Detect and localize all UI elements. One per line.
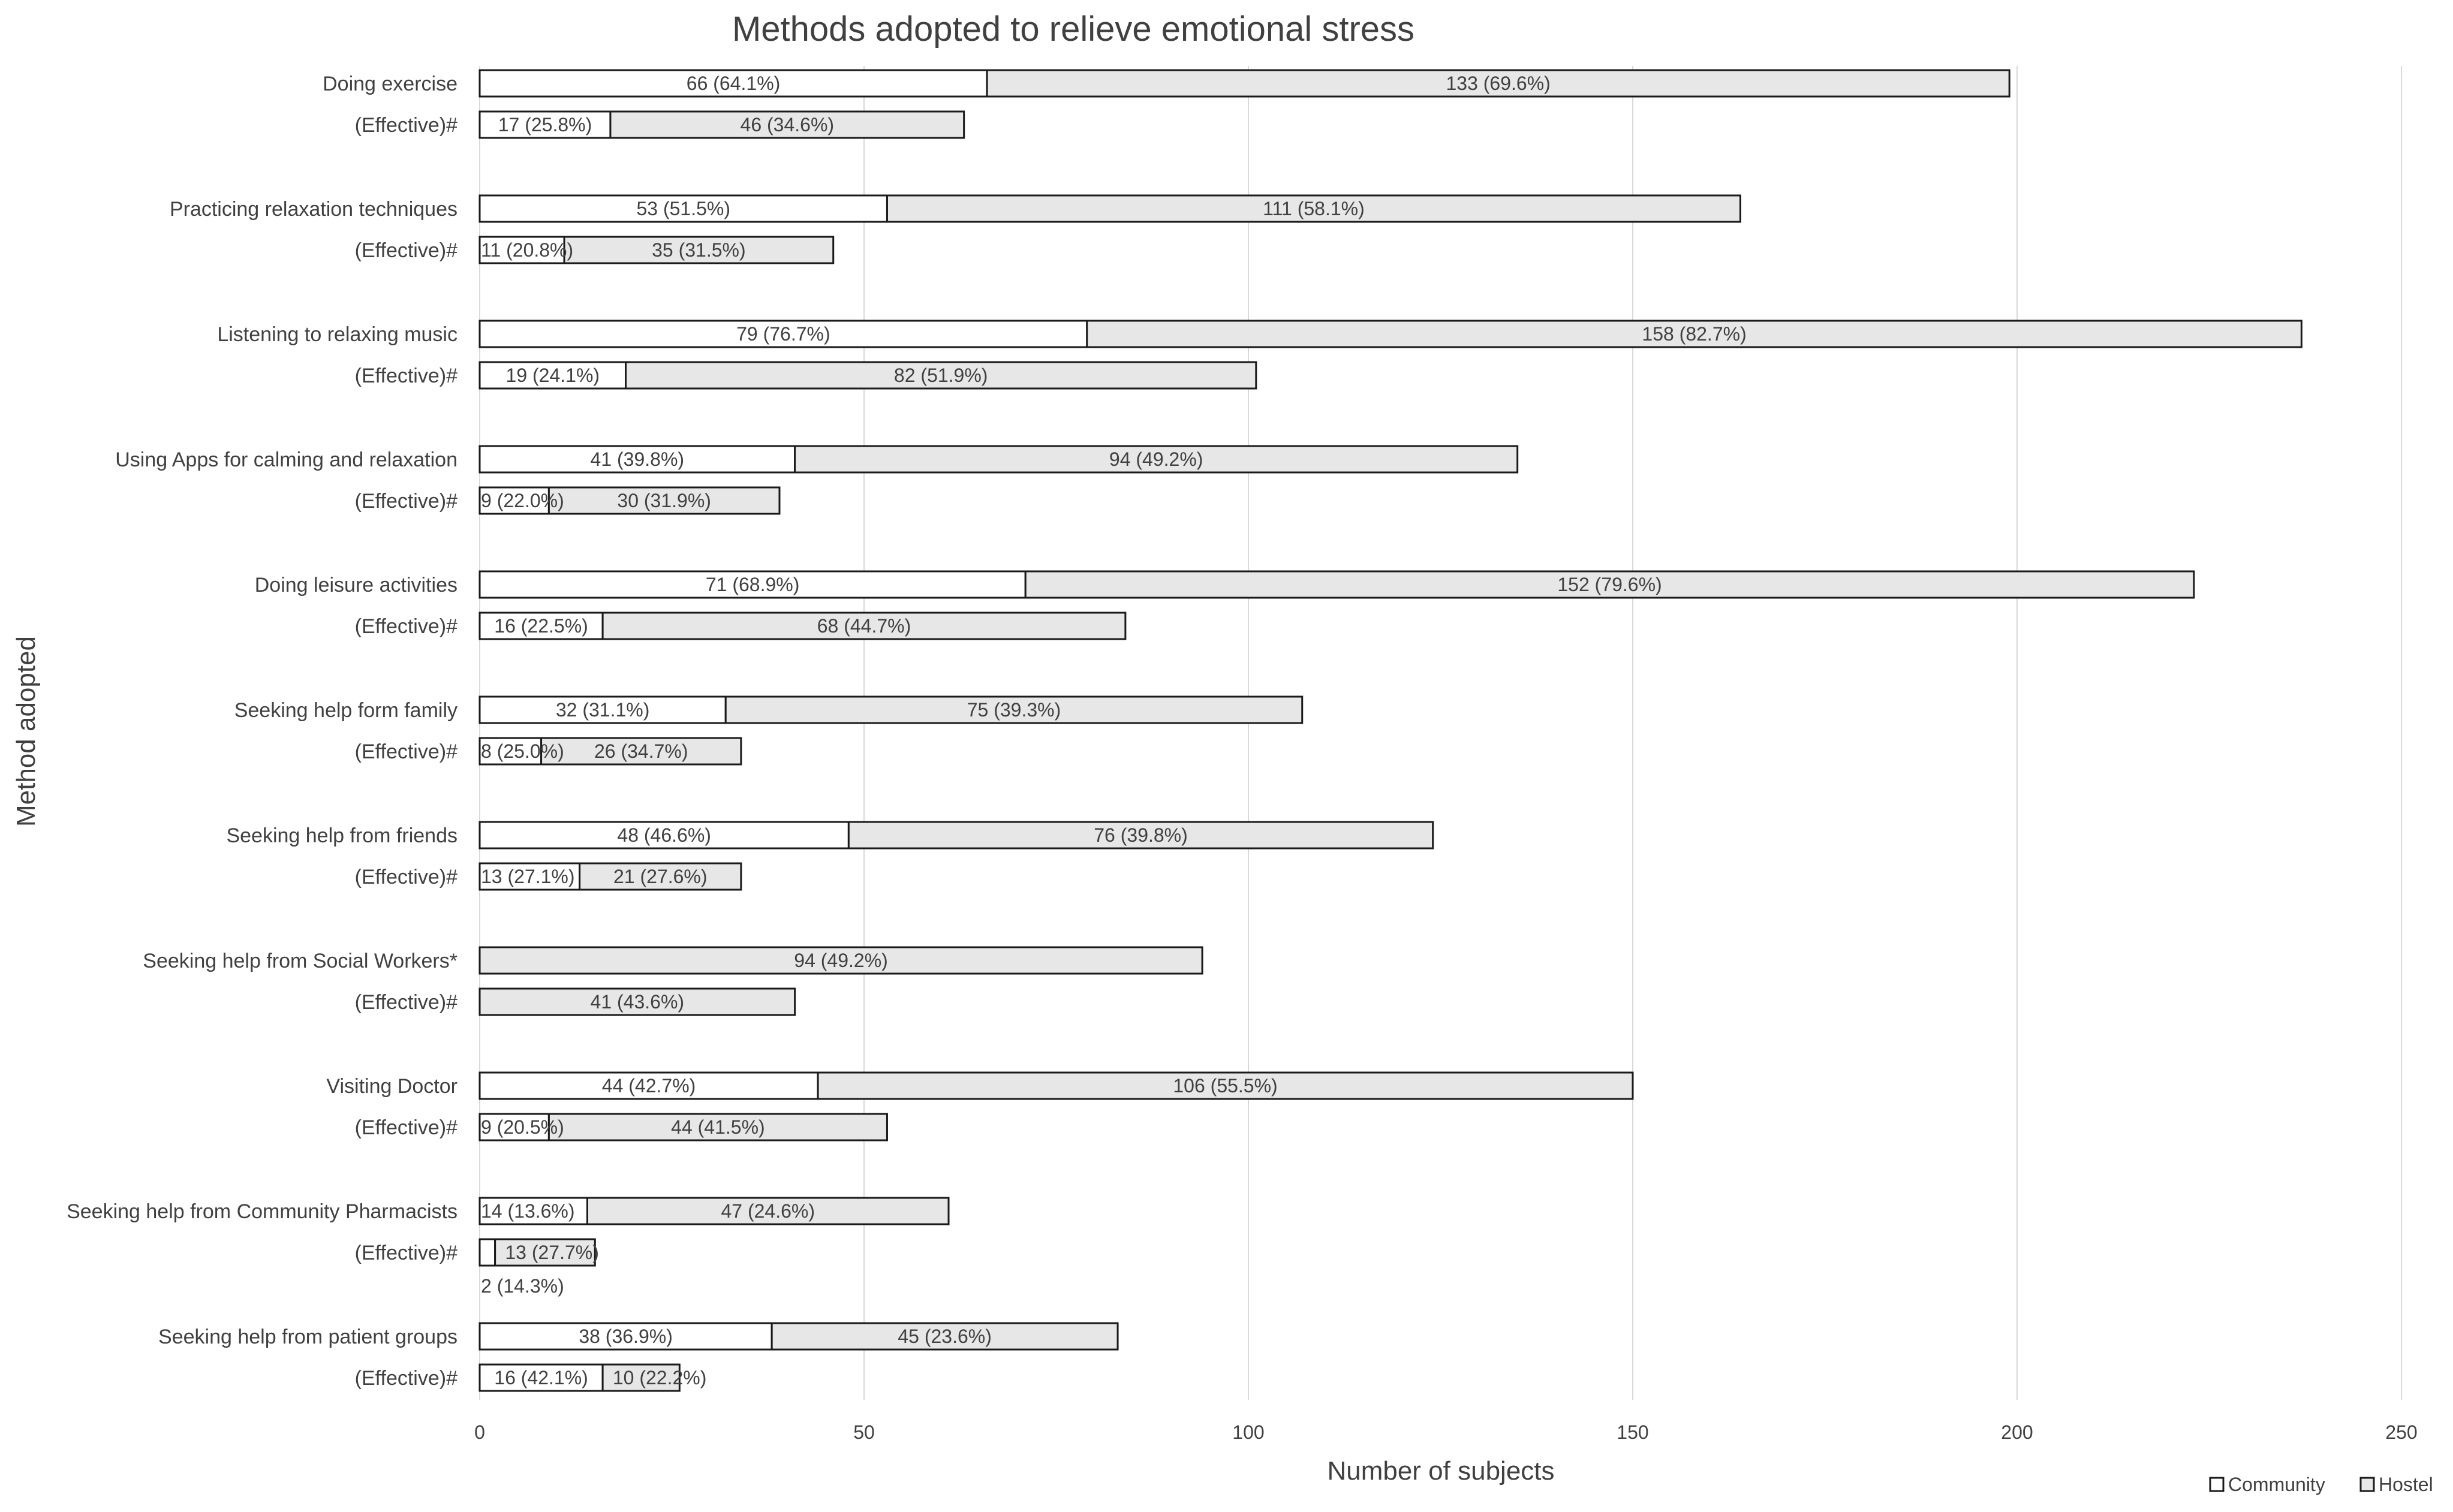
bar-label-community: 16 (42.1%) bbox=[494, 1367, 588, 1388]
bar-label-hostel: 82 (51.9%) bbox=[893, 365, 988, 386]
x-tick-label: 150 bbox=[1617, 1421, 1649, 1443]
legend-item-community bbox=[2210, 1474, 2325, 1495]
bar-label-hostel: 13 (27.7%) bbox=[505, 1242, 599, 1263]
bar-label-hostel: 75 (39.3%) bbox=[967, 699, 1061, 721]
category-label: Seeking help from friends bbox=[226, 824, 458, 847]
category-label: Seeking help form family bbox=[234, 699, 458, 722]
bar-label-hostel: 152 (79.6%) bbox=[1557, 574, 1662, 595]
category-label: (Effective)# bbox=[354, 1116, 458, 1139]
bar-label-community: 9 (20.5%) bbox=[481, 1116, 564, 1138]
category-label: (Effective)# bbox=[354, 1367, 458, 1390]
bar-label-hostel: 30 (31.9%) bbox=[617, 490, 711, 511]
category-label: Listening to relaxing music bbox=[217, 323, 458, 346]
bar-label-community: 19 (24.1%) bbox=[505, 365, 600, 386]
legend-label: Hostel bbox=[2379, 1474, 2433, 1495]
bar-label-community: 17 (25.8%) bbox=[498, 114, 592, 135]
bar-label-hostel: 106 (55.5%) bbox=[1173, 1075, 1278, 1097]
legend-swatch bbox=[2210, 1478, 2223, 1491]
category-label: Doing leisure activities bbox=[254, 574, 458, 597]
x-tick-label: 200 bbox=[2001, 1421, 2033, 1443]
bar-label-community: 44 (42.7%) bbox=[601, 1075, 696, 1097]
category-label: (Effective)# bbox=[354, 991, 458, 1014]
category-label: Doing exercise bbox=[323, 73, 458, 95]
bar-label-community: 79 (76.7%) bbox=[736, 323, 830, 345]
bar-label-community: 32 (31.1%) bbox=[555, 699, 650, 721]
bar-community bbox=[480, 1239, 495, 1266]
bar-label-hostel: 10 (22.2%) bbox=[612, 1367, 707, 1388]
bar-label-community: 16 (22.5%) bbox=[494, 615, 588, 637]
bar-label-hostel: 41 (43.6%) bbox=[590, 991, 685, 1013]
x-tick-labels bbox=[474, 1421, 2418, 1443]
bar-label-hostel: 45 (23.6%) bbox=[898, 1326, 992, 1347]
bar-label-community: 2 (14.3%) bbox=[481, 1275, 564, 1297]
bar-label-community: 9 (22.0%) bbox=[481, 490, 564, 511]
category-labels bbox=[67, 73, 458, 1390]
x-tick-label: 250 bbox=[2385, 1421, 2418, 1443]
bar-label-community: 66 (64.1%) bbox=[686, 73, 781, 94]
legend-item-hostel bbox=[2361, 1474, 2433, 1495]
y-axis-title: Method adopted bbox=[11, 635, 41, 827]
bars bbox=[480, 70, 2301, 1391]
bar-label-community: 71 (68.9%) bbox=[705, 574, 800, 595]
category-label: (Effective)# bbox=[354, 1242, 458, 1264]
bar-label-hostel: 94 (49.2%) bbox=[1109, 448, 1203, 470]
bar-label-hostel: 94 (49.2%) bbox=[794, 950, 888, 971]
category-label: Seeking help from patient groups bbox=[158, 1326, 458, 1348]
x-axis-title: Number of subjects bbox=[1327, 1456, 1555, 1486]
bar-label-hostel: 76 (39.8%) bbox=[1094, 824, 1188, 846]
bar-label-community: 53 (51.5%) bbox=[636, 198, 730, 219]
category-label: (Effective)# bbox=[354, 114, 458, 137]
bar-label-community: 13 (27.1%) bbox=[481, 866, 575, 887]
category-label: Using Apps for calming and relaxation bbox=[115, 448, 458, 471]
category-label: (Effective)# bbox=[354, 866, 458, 888]
x-tick-label: 0 bbox=[474, 1421, 485, 1443]
category-label: Visiting Doctor bbox=[326, 1075, 458, 1098]
bar-label-hostel: 26 (34.7%) bbox=[594, 740, 688, 762]
bar-label-hostel: 111 (58.1%) bbox=[1263, 198, 1365, 219]
x-tick-label: 50 bbox=[853, 1421, 875, 1443]
bar-label-hostel: 35 (31.5%) bbox=[652, 239, 746, 261]
category-label: (Effective)# bbox=[354, 615, 458, 638]
bar-label-community: 41 (39.8%) bbox=[590, 448, 685, 470]
bar-label-community: 14 (13.6%) bbox=[481, 1200, 575, 1222]
category-label: Seeking help from Community Pharmacists bbox=[67, 1200, 458, 1223]
bar-label-hostel: 44 (41.5%) bbox=[671, 1116, 765, 1138]
x-tick-label: 100 bbox=[1232, 1421, 1265, 1443]
bar-label-hostel: 21 (27.6%) bbox=[613, 866, 708, 887]
bar-label-hostel: 158 (82.7%) bbox=[1642, 323, 1747, 345]
bar-label-community: 11 (20.8%) bbox=[481, 239, 574, 261]
bar-label-community: 38 (36.9%) bbox=[579, 1326, 673, 1347]
bar-label-hostel: 47 (24.6%) bbox=[721, 1200, 815, 1222]
chart-title: Methods adopted to relieve emotional stress bbox=[732, 10, 1415, 49]
legend-label: Community bbox=[2228, 1474, 2325, 1495]
category-label: (Effective)# bbox=[354, 740, 458, 763]
legend bbox=[2210, 1474, 2433, 1495]
category-label: Practicing relaxation techniques bbox=[169, 198, 458, 221]
category-label: (Effective)# bbox=[354, 490, 458, 513]
bar-label-hostel: 133 (69.6%) bbox=[1446, 73, 1551, 94]
bar-label-hostel: 46 (34.6%) bbox=[740, 114, 835, 135]
category-label: (Effective)# bbox=[354, 365, 458, 387]
bar-label-community: 48 (46.6%) bbox=[617, 824, 711, 846]
legend-swatch bbox=[2361, 1478, 2374, 1491]
category-label: (Effective)# bbox=[354, 239, 458, 262]
bar-label-community: 8 (25.0%) bbox=[481, 740, 564, 762]
bar-label-hostel: 68 (44.7%) bbox=[817, 615, 911, 637]
category-label: Seeking help from Social Workers* bbox=[143, 950, 458, 972]
